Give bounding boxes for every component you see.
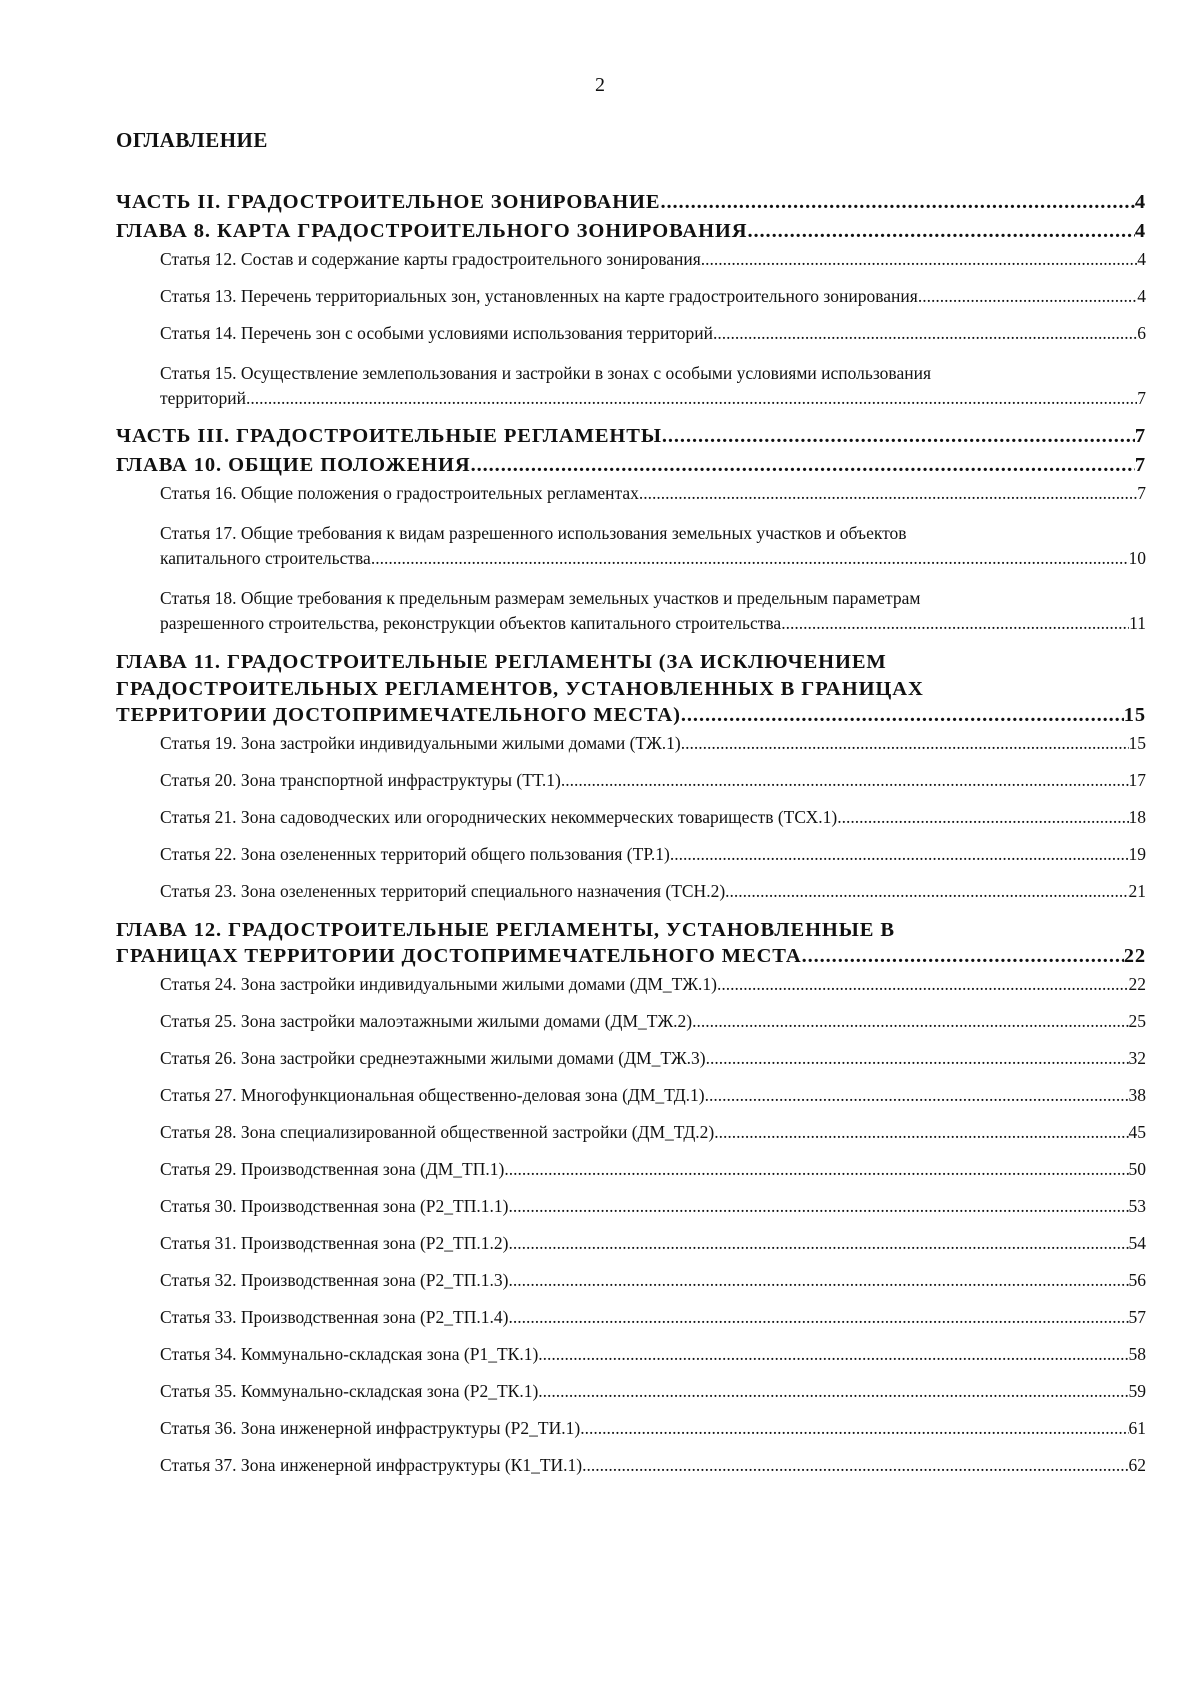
toc-entry-title: ГЛАВА 10. ОБЩИЕ ПОЛОЖЕНИЯ [116, 454, 471, 476]
toc-entry-title: Статья 33. Производственная зона (Р2_ТП.1.4) [160, 1307, 509, 1327]
toc-entry-title: ТЕРРИТОРИИ ДОСТОПРИМЕЧАТЕЛЬНОГО МЕСТА) [116, 704, 681, 726]
toc-entry-title: ГРАНИЦАХ ТЕРРИТОРИИ ДОСТОПРИМЕЧАТЕЛЬНОГО МЕСТА [116, 945, 802, 967]
toc-entry-line [160, 1343, 1146, 1365]
toc-entry-title: Статья 29. Производственная зона (ДМ_ТП.1) [160, 1159, 505, 1179]
toc-dot-leader [582, 1454, 1128, 1476]
toc-dot-leader [561, 769, 1129, 791]
toc-dot-leader [706, 1047, 1129, 1069]
toc-entry-title: Статья 16. Общие положения о градостроительных регламентах [160, 483, 639, 503]
toc-entry-title: Статья 12. Состав и содержание карты градостроительного зонирования [160, 249, 701, 269]
toc-page-number: 7 [1134, 454, 1146, 476]
toc-article-entry[interactable] [116, 1084, 1146, 1106]
toc-entry-title: Статья 26. Зона застройки среднеэтажными жилыми домами (ДМ_ТЖ.3) [160, 1048, 706, 1068]
toc-page-number: 61 [1128, 1418, 1146, 1438]
toc-entry-title: ЧАСТЬ II. ГРАДОСТРОИТЕЛЬНОЕ ЗОНИРОВАНИЕ [116, 191, 661, 213]
toc-section-entry[interactable] [116, 917, 1146, 968]
toc-article-entry[interactable] [116, 806, 1146, 828]
toc-dot-leader [781, 612, 1129, 634]
toc-entry-line [160, 1232, 1146, 1254]
toc-entry-line [116, 703, 1146, 727]
toc-dot-leader [918, 285, 1137, 307]
toc-page-number: 19 [1128, 844, 1146, 864]
toc-entry-title: капитального строительства [160, 548, 371, 568]
toc-article-entry[interactable] [116, 769, 1146, 791]
toc-entry-title-line: Статья 18. Общие требования к предельным размерам земельных участков и предельным параметрам [160, 588, 921, 608]
toc-entry-title: Статья 20. Зона транспортной инфраструктуры (ТТ.1) [160, 770, 561, 790]
toc-dot-leader [725, 880, 1128, 902]
toc-entry-line [160, 482, 1146, 504]
toc-article-entry[interactable] [116, 1306, 1146, 1328]
toc-entry-line [160, 387, 1146, 409]
toc-page-number: 7 [1137, 388, 1146, 408]
toc-entry-title-line: ГРАДОСТРОИТЕЛЬНЫХ РЕГЛАМЕНТОВ, УСТАНОВЛЕННЫХ В ГРАНИЦАХ [116, 678, 924, 700]
toc-page-number: 15 [1128, 733, 1146, 753]
toc-entry-title: Статья 28. Зона специализированной общественной застройки (ДМ_ТД.2) [160, 1122, 715, 1142]
toc-entry-line [160, 769, 1146, 791]
toc-entry-title: ГЛАВА 8. КАРТА ГРАДОСТРОИТЕЛЬНОГО ЗОНИРОВАНИЯ [116, 220, 748, 242]
page-number: 2 [595, 74, 605, 96]
toc-entry-title-line: ГЛАВА 12. ГРАДОСТРОИТЕЛЬНЫЕ РЕГЛАМЕНТЫ, УСТАНОВЛЕННЫЕ В [116, 919, 895, 941]
toc-dot-leader [670, 843, 1129, 865]
toc-entry-line [160, 843, 1146, 865]
toc-page-number: 4 [1134, 220, 1146, 242]
toc-page-number: 57 [1128, 1307, 1146, 1327]
toc-dot-leader [538, 1343, 1128, 1365]
toc-entry-line [160, 1269, 1146, 1291]
toc-entry-line [160, 880, 1146, 902]
toc-entry-title-line: Статья 15. Осуществление землепользования и застройки в зонах с особыми условиями использования [160, 363, 932, 383]
toc-entry-title: Статья 36. Зона инженерной инфраструктуры (Р2_ТИ.1) [160, 1418, 581, 1438]
toc-dot-leader [747, 219, 1134, 243]
toc-page-number: 17 [1128, 770, 1146, 790]
toc-entry-title: Статья 14. Перечень зон с особыми условиями использования территорий [160, 323, 713, 343]
toc-dot-leader [714, 1121, 1128, 1143]
toc-entry-title: Статья 35. Коммунально-складская зона (Р2_ТК.1) [160, 1381, 539, 1401]
toc-entry-title: Статья 21. Зона садоводческих или огороднических некоммерческих товариществ (ТСХ.1) [160, 807, 838, 827]
toc-dot-leader [538, 1380, 1128, 1402]
toc-dot-leader [471, 453, 1135, 477]
toc-article-entry[interactable] [116, 1380, 1146, 1402]
toc-entry-title: Статья 24. Зона застройки индивидуальными жилыми домами (ДМ_ТЖ.1) [160, 974, 718, 994]
toc-article-entry[interactable] [116, 1232, 1146, 1254]
toc-entry-line [160, 248, 1146, 270]
toc-page-number: 15 [1123, 704, 1146, 726]
toc-page-number: 21 [1128, 881, 1146, 901]
toc-entry-line [116, 453, 1146, 477]
toc-page-number: 7 [1137, 483, 1146, 503]
toc-entry-line [116, 219, 1146, 243]
toc-dot-leader [837, 806, 1128, 828]
toc-page-number: 7 [1134, 425, 1146, 447]
toc-dot-leader [504, 1158, 1128, 1180]
toc-dot-leader [660, 190, 1134, 214]
toc-article-entry[interactable] [116, 482, 1146, 504]
toc-article-entry[interactable] [116, 248, 1146, 270]
toc-dot-leader [701, 248, 1137, 270]
toc-article-entry[interactable] [116, 1158, 1146, 1180]
toc-entry-line [116, 424, 1146, 448]
toc-dot-leader [508, 1232, 1128, 1254]
toc-dot-leader [371, 547, 1129, 569]
toc-page-number: 59 [1128, 1381, 1146, 1401]
toc-section-entry[interactable] [116, 453, 1146, 477]
toc-dot-leader [508, 1269, 1128, 1291]
toc-article-entry[interactable] [116, 880, 1146, 902]
toc-page-number: 56 [1128, 1270, 1146, 1290]
toc-section-entry[interactable] [116, 649, 1146, 727]
toc-article-entry[interactable] [116, 322, 1146, 344]
toc-article-entry[interactable] [116, 519, 1146, 569]
toc-dot-leader [246, 387, 1137, 409]
toc-article-entry[interactable] [116, 843, 1146, 865]
toc-article-entry[interactable] [116, 1269, 1146, 1291]
toc-article-entry[interactable] [116, 1010, 1146, 1032]
toc-entry-title: Статья 22. Зона озелененных территорий общего пользования (ТР.1) [160, 844, 670, 864]
toc-page-number: 22 [1123, 945, 1146, 967]
toc-entry-title: Статья 32. Производственная зона (Р2_ТП.1.3) [160, 1270, 509, 1290]
toc-page-number: 4 [1137, 286, 1146, 306]
toc-page-number: 4 [1134, 191, 1146, 213]
toc-entry-line [160, 612, 1146, 634]
toc-entry-title-line: ГЛАВА 11. ГРАДОСТРОИТЕЛЬНЫЕ РЕГЛАМЕНТЫ (ЗА ИСКЛЮЧЕНИЕМ [116, 651, 887, 673]
toc-page-number: 45 [1128, 1122, 1146, 1142]
toc-entry-title: Статья 19. Зона застройки индивидуальными жилыми домами (ТЖ.1) [160, 733, 681, 753]
toc-entry-title: Статья 13. Перечень территориальных зон, установленных на карте градостроительного зонирования [160, 286, 918, 306]
toc-dot-leader [639, 482, 1137, 504]
toc-page-number: 22 [1128, 974, 1146, 994]
toc-article-entry[interactable] [116, 359, 1146, 409]
toc-entry-line [160, 806, 1146, 828]
toc-page-number: 38 [1128, 1085, 1146, 1105]
toc-entry-line [160, 1454, 1146, 1476]
toc-entry-title: Статья 25. Зона застройки малоэтажными жилыми домами (ДМ_ТЖ.2) [160, 1011, 693, 1031]
toc-page-number: 54 [1128, 1233, 1146, 1253]
toc-page-number: 11 [1129, 613, 1146, 633]
toc-entry-title: Статья 30. Производственная зона (Р2_ТП.1.1) [160, 1196, 509, 1216]
toc-entry-line [160, 1121, 1146, 1143]
toc-dot-leader [713, 322, 1137, 344]
toc-section-entry[interactable] [116, 190, 1146, 214]
toc-entry-line [116, 944, 1146, 968]
toc-dot-leader [508, 1306, 1128, 1328]
toc-entry-title: Статья 37. Зона инженерной инфраструктуры (К1_ТИ.1) [160, 1455, 583, 1475]
toc-entry-title: разрешенного строительства, реконструкции объектов капитального строительства [160, 613, 782, 633]
toc-article-entry[interactable] [116, 1047, 1146, 1069]
toc-entry-line [160, 285, 1146, 307]
toc-dot-leader [662, 424, 1135, 448]
toc-article-entry[interactable] [116, 1195, 1146, 1217]
toc-entry-line [160, 973, 1146, 995]
toc-section-entry[interactable] [116, 424, 1146, 448]
table-of-contents [116, 190, 1146, 1491]
toc-entry-title: Статья 23. Зона озелененных территорий специального назначения (ТСН.2) [160, 881, 726, 901]
toc-entry-line [160, 547, 1146, 569]
toc-article-entry[interactable] [116, 1121, 1146, 1143]
toc-page-number: 62 [1128, 1455, 1146, 1475]
toc-page-number: 18 [1128, 807, 1146, 827]
toc-page-number: 32 [1128, 1048, 1146, 1068]
toc-entry-title: Статья 31. Производственная зона (Р2_ТП.1.2) [160, 1233, 509, 1253]
toc-entry-line [160, 1306, 1146, 1328]
toc-page-number: 50 [1128, 1159, 1146, 1179]
toc-entry-title: Статья 27. Многофункциональная общественно-деловая зона (ДМ_ТД.1) [160, 1085, 705, 1105]
toc-entry-line [160, 1380, 1146, 1402]
toc-article-entry[interactable] [116, 732, 1146, 754]
toc-dot-leader [717, 973, 1128, 995]
toc-article-entry[interactable] [116, 1417, 1146, 1439]
toc-dot-leader [508, 1195, 1128, 1217]
toc-entry-line [160, 1417, 1146, 1439]
toc-dot-leader [802, 944, 1124, 968]
toc-article-entry[interactable] [116, 973, 1146, 995]
toc-section-entry[interactable] [116, 219, 1146, 243]
toc-entry-line [160, 732, 1146, 754]
toc-entry-line [160, 1047, 1146, 1069]
toc-article-entry[interactable] [116, 584, 1146, 634]
toc-article-entry[interactable] [116, 1454, 1146, 1476]
toc-article-entry[interactable] [116, 1343, 1146, 1365]
toc-entry-line [160, 1195, 1146, 1217]
toc-entry-line [116, 190, 1146, 214]
toc-page-number: 10 [1128, 548, 1146, 568]
toc-page-number: 58 [1128, 1344, 1146, 1364]
toc-entry-title-line: Статья 17. Общие требования к видам разрешенного использования земельных участков и объектов [160, 523, 907, 543]
toc-dot-leader [692, 1010, 1128, 1032]
toc-entry-title: территорий [160, 388, 246, 408]
toc-page-number: 4 [1137, 249, 1146, 269]
toc-dot-leader [705, 1084, 1129, 1106]
toc-page-number: 53 [1128, 1196, 1146, 1216]
toc-page-number: 6 [1137, 323, 1146, 343]
toc-entry-line [160, 1158, 1146, 1180]
toc-article-entry[interactable] [116, 285, 1146, 307]
toc-dot-leader [580, 1417, 1128, 1439]
toc-entry-title: ЧАСТЬ III. ГРАДОСТРОИТЕЛЬНЫЕ РЕГЛАМЕНТЫ [116, 425, 662, 447]
document-heading: ОГЛАВЛЕНИЕ [116, 128, 268, 152]
toc-dot-leader [681, 703, 1124, 727]
toc-dot-leader [681, 732, 1129, 754]
toc-entry-line [160, 1010, 1146, 1032]
toc-page-number: 25 [1128, 1011, 1146, 1031]
toc-entry-title: Статья 34. Коммунально-складская зона (Р1_ТК.1) [160, 1344, 539, 1364]
toc-entry-line [160, 1084, 1146, 1106]
toc-entry-line [160, 322, 1146, 344]
